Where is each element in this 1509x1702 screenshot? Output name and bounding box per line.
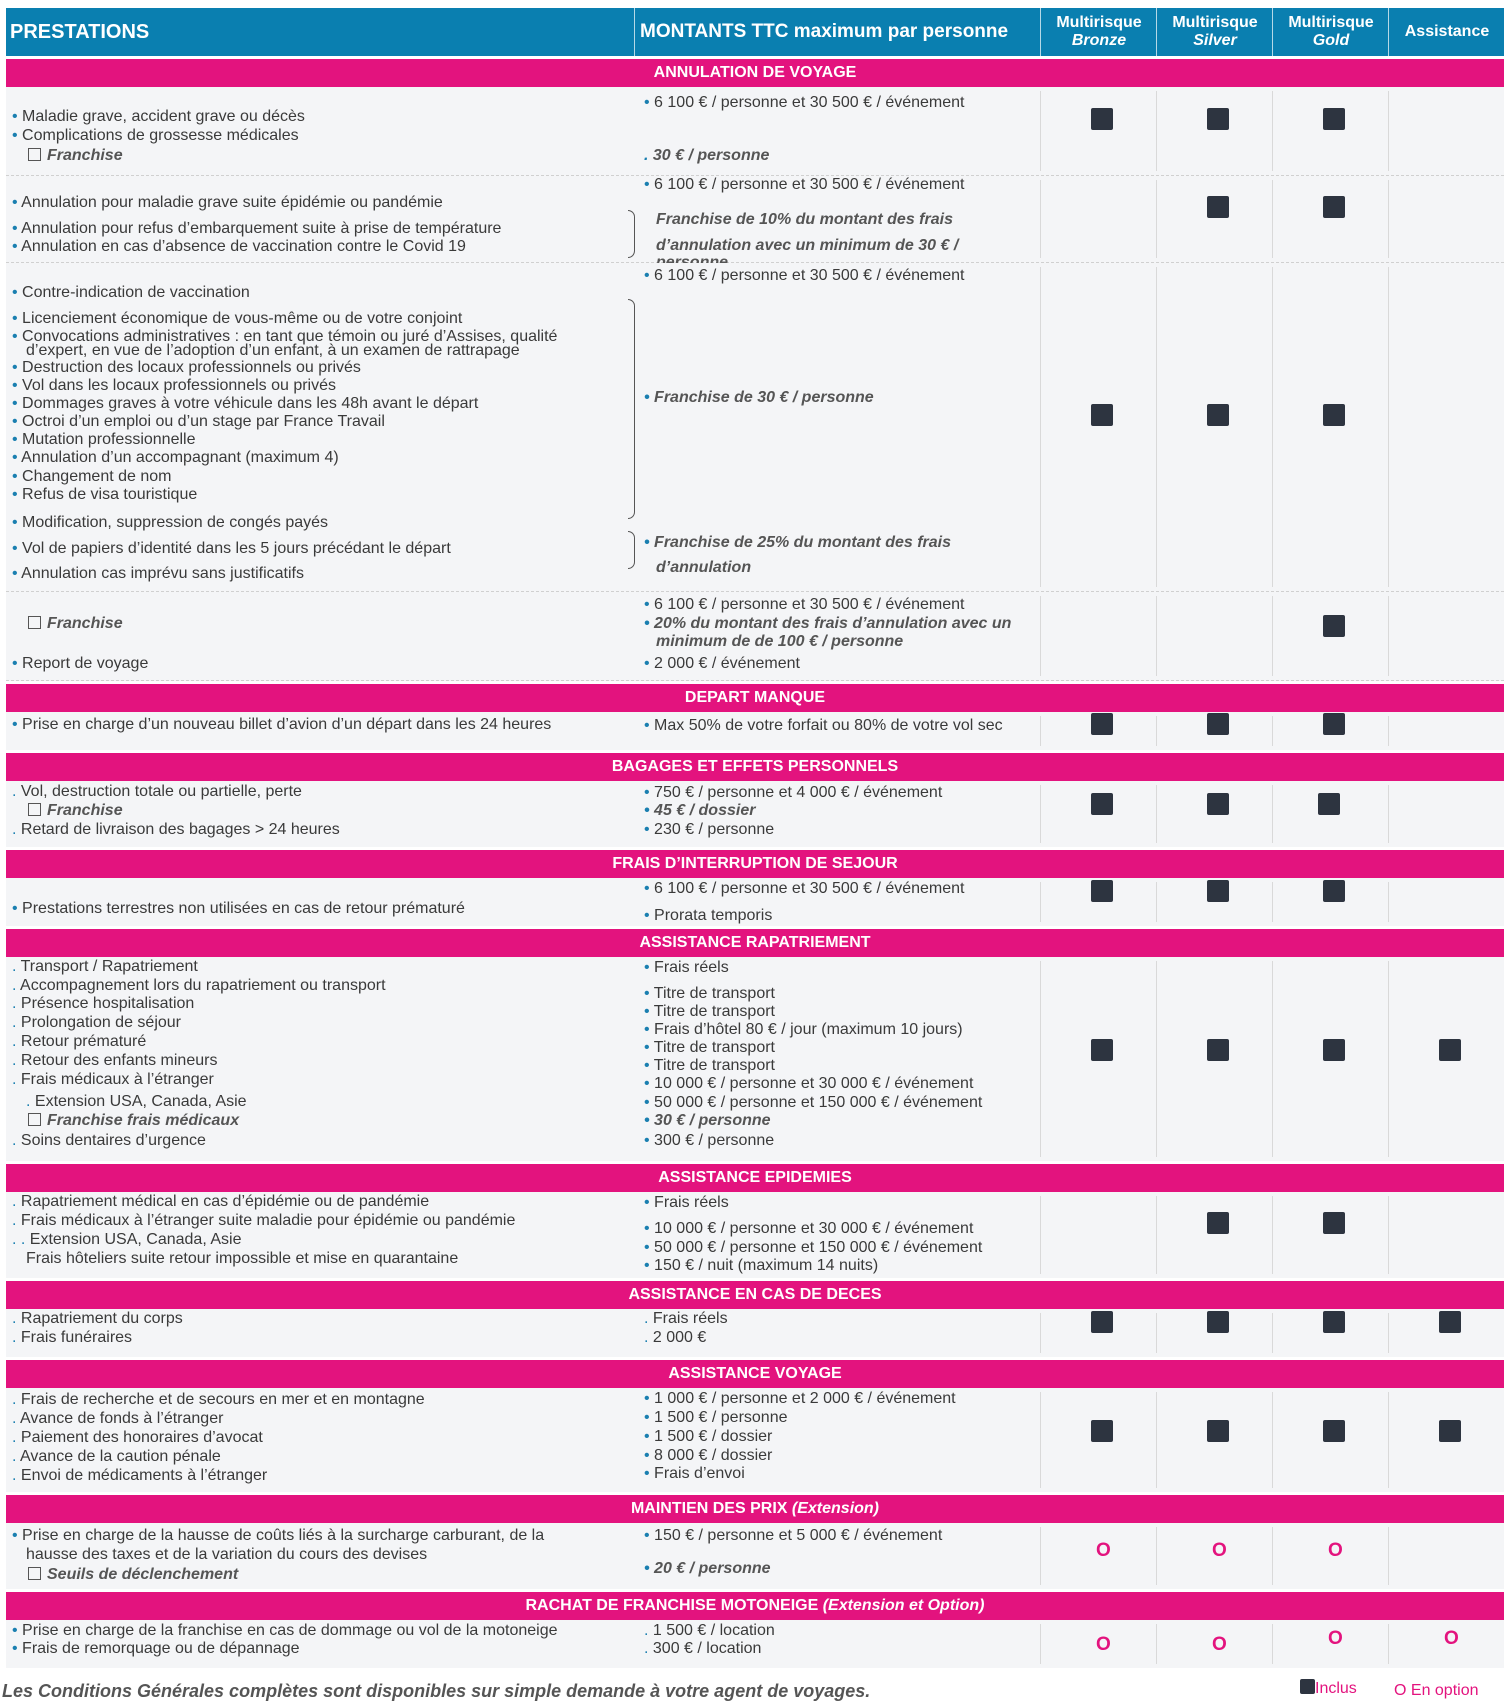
footer-note: Les Conditions Générales complètes sont disponibles sur simple demande à votre agent de voyages. — [2, 1681, 871, 1701]
option-icon: O — [1328, 1540, 1343, 1561]
check-icon — [1207, 108, 1229, 130]
option-icon: O — [1212, 1540, 1227, 1561]
option-icon: O — [1096, 1540, 1111, 1561]
check-icon — [1323, 196, 1345, 218]
section-depart: DEPART MANQUE — [6, 684, 1504, 712]
row-annulation-4: Franchise • Report de voyage • 6 100 € / personne et 30 500 € / événement • 20% du montant des frais d’annulation avec un minimum de de 100 € / personne • 2 000 € / événement — [6, 592, 1504, 681]
row-voyage: . Frais de recherche et de secours en mer et en montagne . Avance de fonds à l’étranger . Paiement des honoraires d’avocat . Avance de la caution pénale . Envoi de médicaments à l’étranger • 1 000 € / personne et 2 000 € / événement • 1 500 € / personne • 1 500 € / dossier • 8 000 € / dossier • Frais d’envoi — [6, 1388, 1504, 1492]
section-rachat: RACHAT DE FRANCHISE MOTONEIGE (Extension et Option) — [6, 1592, 1504, 1620]
row-annulation-1: • Maladie grave, accident grave ou décès • Complications de grossesse médicales Franchise • 6 100 € / personne et 30 500 € / événement . 30 € / personne — [6, 87, 1504, 176]
section-voyage: ASSISTANCE VOYAGE — [6, 1360, 1504, 1388]
section-maintien: MAINTIEN DES PRIX (Extension) — [6, 1495, 1504, 1523]
check-icon — [1323, 1311, 1345, 1333]
header-silver: Multirisque Silver — [1172, 14, 1258, 49]
check-icon — [1323, 108, 1345, 130]
legend-included: Inclus — [1300, 1679, 1357, 1698]
check-icon — [1439, 1420, 1461, 1442]
row-deces: . Rapatriement du corps . Frais funéraires . Frais réels . 2 000 € — [6, 1309, 1504, 1357]
coverage-table — [6, 8, 1504, 1668]
legend-option: O En option — [1394, 1682, 1479, 1699]
check-icon — [1091, 1420, 1113, 1442]
check-icon — [1091, 404, 1113, 426]
check-icon — [1318, 793, 1340, 815]
check-icon — [1300, 1679, 1315, 1694]
check-icon — [1091, 1311, 1113, 1333]
row-rachat: • Prise en charge de la franchise en cas de dommage ou vol de la motoneige • Frais de remorquage ou de dépannage . 1 500 € / location . 300 € / location O O O O — [6, 1620, 1504, 1668]
row-maintien: • Prise en charge de la hausse de coûts liés à la surcharge carburant, de la hausse des taxes et de la variation du cours des devises Seuils de déclenchement • 150 € / personne et 5 000 € / événement • 20 € / personne O O O — [6, 1523, 1504, 1589]
header-montants: MONTANTS TTC maximum par personne — [640, 21, 1009, 42]
check-icon — [1323, 615, 1345, 637]
option-icon: O — [1444, 1628, 1459, 1649]
header-gold: Multirisque Gold — [1288, 14, 1374, 49]
header-bronze: Multirisque Bronze — [1056, 14, 1142, 49]
check-icon — [1207, 1212, 1229, 1234]
section-epidemies: ASSISTANCE EPIDEMIES — [6, 1164, 1504, 1192]
check-icon — [1207, 1311, 1229, 1333]
row-annulation-3: • Contre-indication de vaccination • Licenciement économique de vous-même ou de votre conjoint • Convocations administratives : en tant que témoin ou juré d’Assises, qualité d’expert, en vue de l’adoption d’un enfant, à un examen de rattrapage • Destruction des locaux professionnels ou privés • Vol dans les locaux professionnels ou privés • Dommages graves à votre véhicule dans les 48h avant le départ • Octroi d’un emploi ou d’un stage par France Travail • Mutation professionnelle • Annulation d’un accompagnant (maximum 4) • Changement de nom • Refus de visa touristique • Modification, suppression de congés payés • Vol de papiers d’identité dans les 5 jours précédant le départ • Annulation cas imprévu sans justificatifs • 6 100 € / personne et 30 500 € / événement • Franchise de 30 € / personne • Franchise de 25% du montant des frais d’annulation — [6, 263, 1504, 592]
check-icon — [1207, 880, 1229, 902]
check-icon — [1207, 713, 1229, 735]
check-icon — [1207, 404, 1229, 426]
section-bagages: BAGAGES ET EFFETS PERSONNELS — [6, 753, 1504, 781]
check-icon — [1323, 713, 1345, 735]
row-depart: • Prise en charge d’un nouveau billet d’avion d’un départ dans les 24 heures • Max 50% de votre forfait ou 80% de votre vol sec — [6, 712, 1504, 750]
section-annulation: ANNULATION DE VOYAGE — [6, 59, 1504, 87]
check-icon — [1091, 1039, 1113, 1061]
check-icon — [1323, 1420, 1345, 1442]
check-icon — [1323, 880, 1345, 902]
option-icon: O — [1328, 1628, 1343, 1649]
check-icon — [1323, 1039, 1345, 1061]
check-icon — [1323, 404, 1345, 426]
section-interruption: FRAIS D’INTERRUPTION DE SEJOUR — [6, 850, 1504, 878]
row-bagages: . Vol, destruction totale ou partielle, perte Franchise . Retard de livraison des bagages > 24 heures • 750 € / personne et 4 000 € / événement • 45 € / dossier • 230 € / personne — [6, 781, 1504, 847]
check-icon — [1091, 793, 1113, 815]
option-icon: O — [1096, 1634, 1111, 1655]
table-header — [6, 8, 1504, 56]
check-icon — [1323, 1212, 1345, 1234]
check-icon — [1207, 196, 1229, 218]
check-icon — [1091, 713, 1113, 735]
section-deces: ASSISTANCE EN CAS DE DECES — [6, 1281, 1504, 1309]
check-icon — [1091, 108, 1113, 130]
header-prestations: PRESTATIONS — [10, 20, 150, 43]
header-assistance: Assistance — [1404, 23, 1490, 40]
check-icon — [1207, 793, 1229, 815]
check-icon — [1439, 1311, 1461, 1333]
row-rapatriement: . Transport / Rapatriement . Accompagnement lors du rapatriement ou transport . Présence hospitalisation . Prolongation de séjour . Retour prématuré . Retour des enfants mineurs . Frais médicaux à l’étranger . Extension USA, Canada, Asie Franchise frais médicaux . Soins dentaires d’urgence • Frais réels • Titre de transport • Titre de transport • Frais d’hôtel 80 € / jour (maximum 10 jours) • Titre de transport • Titre de transport • 10 000 € / personne et 30 000 € / événement • 50 000 € / personne et 150 000 € / événement • 30 € / personne • 300 € / personne — [6, 957, 1504, 1161]
option-icon: O — [1212, 1634, 1227, 1655]
check-icon — [1439, 1039, 1461, 1061]
row-interruption: • Prestations terrestres non utilisées en cas de retour prématuré • 6 100 € / personne et 30 500 € / événement • Prorata temporis — [6, 878, 1504, 926]
check-icon — [1091, 880, 1113, 902]
check-icon — [1207, 1420, 1229, 1442]
row-annulation-2: • Annulation pour maladie grave suite épidémie ou pandémie • Annulation pour refus d’embarquement suite à prise de température • Annulation en cas d’absence de vaccination contre le Covid 19 • 6 100 € / personne et 30 500 € / événement Franchise de 10% du montant des frais d’annulation avec un minimum de 30 € / — [6, 176, 1504, 263]
check-icon — [1207, 1039, 1229, 1061]
row-epidemies: . Rapatriement médical en cas d’épidémie ou de pandémie . Frais médicaux à l’étranger suite maladie pour épidémie ou pandémie . . Extension USA, Canada, Asie Frais hôteliers suite retour impossible et mise en quarantaine • Frais réels • 10 000 € / personne et 30 000 € / événement • 50 000 € / personne et 150 000 € / événement • 150 € / nuit (maximum 14 nuits) — [6, 1192, 1504, 1278]
section-rapatriement: ASSISTANCE RAPATRIEMENT — [6, 929, 1504, 957]
